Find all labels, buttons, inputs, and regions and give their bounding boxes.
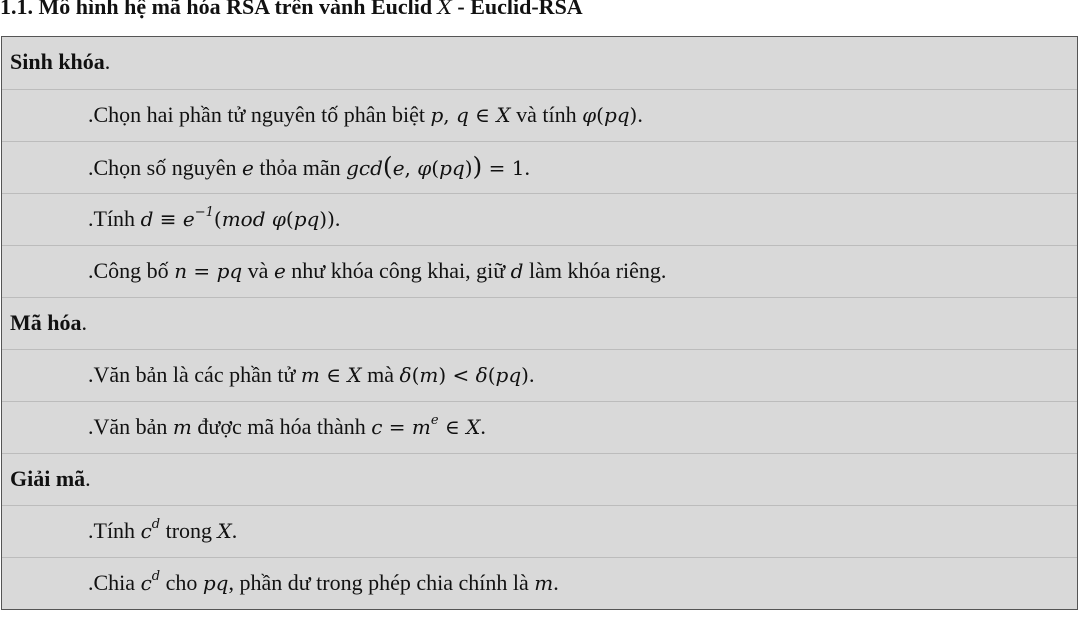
exp-inverse: −1 — [194, 205, 214, 220]
var-varphi: φ — [271, 207, 286, 231]
var-X: X — [496, 103, 511, 127]
mod-op: mod — [221, 207, 272, 231]
keygen-step1-text-b: và tính — [510, 102, 583, 127]
var-X: X — [347, 363, 362, 387]
encrypt-step2-text-a: .Văn bản — [88, 414, 173, 439]
equals: = — [482, 156, 512, 180]
var-e: e — [182, 207, 195, 231]
big-lparen: ( — [382, 152, 393, 181]
keygen-step2-text-b: thỏa mãn — [253, 155, 347, 180]
decrypt-step1-text-b: trong — [160, 518, 218, 543]
var-pq: pq — [202, 571, 229, 595]
var-pq: pq — [495, 363, 522, 387]
comma: , — [443, 103, 457, 127]
keygen-step-3 — [2, 193, 1077, 245]
var-delta: δ — [475, 363, 488, 387]
var-d: d — [140, 207, 154, 231]
keygen-step4-text-b: và — [242, 258, 274, 283]
encrypt-step-2 — [2, 401, 1077, 453]
var-X: X — [217, 519, 232, 543]
keygen-step-2 — [2, 141, 1077, 193]
keygen-step3-text-a: .Tính — [88, 206, 141, 231]
keygen-step-4 — [2, 245, 1077, 297]
rparen: ) — [327, 207, 335, 231]
var-d: d — [510, 259, 524, 283]
var-c: c — [140, 519, 152, 543]
encrypt-step1-text-b: mà — [361, 362, 400, 387]
period: . — [334, 206, 341, 231]
less-than: < — [446, 363, 476, 387]
encrypt-step-1 — [2, 349, 1077, 401]
var-m: m — [411, 415, 431, 439]
exp-e: e — [430, 413, 439, 428]
var-varphi: φ — [582, 103, 597, 127]
encrypt-step1-text-a: .Văn bản là các phần tử — [88, 362, 301, 387]
gcd-fn: gcd — [346, 156, 383, 180]
decrypt-title: Giải mã — [10, 466, 86, 491]
encrypt-step2-text-b: được mã hóa thành — [191, 414, 372, 439]
rparen: ) — [521, 363, 529, 387]
section-keygen — [2, 37, 1077, 89]
title-prefix: 1.1. Mô hình hệ mã hóa RSA trên vành Euclid — [0, 0, 438, 19]
period: . — [637, 102, 643, 127]
rparen: ) — [464, 156, 473, 180]
page-title — [0, 0, 1080, 22]
period: . — [553, 570, 559, 595]
lparen: ( — [596, 103, 604, 127]
lparen: ( — [487, 363, 496, 387]
encrypt-title: Mã hóa — [10, 310, 82, 335]
var-c: c — [140, 571, 152, 595]
var-delta: δ — [399, 363, 412, 387]
element-of: ∈ — [319, 363, 348, 387]
title-suffix: - Euclid-RSA — [451, 0, 583, 19]
var-varphi: φ — [417, 156, 432, 180]
decrypt-step2-text-b: cho — [160, 570, 203, 595]
period: . — [480, 414, 486, 439]
section-encrypt — [2, 297, 1077, 349]
title-var: X — [437, 0, 452, 19]
decrypt-step-1 — [2, 505, 1077, 557]
period: . — [524, 155, 530, 180]
rparen: ) — [319, 207, 328, 231]
var-pq: pq — [293, 207, 320, 231]
comma: , — [404, 156, 418, 180]
keygen-step2-text-a: .Chọn số nguyên — [88, 155, 242, 180]
keygen-title-period: . — [104, 49, 111, 74]
period: . — [528, 362, 535, 387]
lparen: ( — [285, 207, 294, 231]
var-q: q — [456, 103, 469, 127]
keygen-step-1 — [2, 89, 1077, 141]
exp-d: d — [151, 569, 161, 584]
rparen: ) — [438, 363, 447, 387]
period: . — [231, 518, 238, 543]
keygen-step1-text-a: .Chọn hai phần tử nguyên tố phân biệt — [88, 102, 431, 127]
var-e: e — [242, 156, 254, 180]
element-of: ∈ — [438, 415, 467, 439]
decrypt-step2-text-a: .Chia — [88, 570, 141, 595]
lparen: ( — [213, 207, 222, 231]
decrypt-title-period: . — [85, 466, 91, 491]
equals: = — [187, 259, 217, 283]
lparen: ( — [431, 156, 440, 180]
var-e: e — [273, 259, 286, 283]
var-n: n — [174, 259, 188, 283]
section-decrypt — [2, 453, 1077, 505]
var-pq: pq — [216, 259, 243, 283]
var-pq: pq — [439, 156, 465, 180]
decrypt-step-2 — [2, 557, 1077, 609]
var-X: X — [466, 415, 481, 439]
number-one: 1 — [511, 156, 525, 180]
exp-d: d — [151, 517, 161, 532]
decrypt-step2-text-c: , phần dư trong phép chia chính là — [228, 570, 535, 595]
var-m: m — [419, 363, 439, 387]
var-c: c — [371, 415, 383, 439]
lparen: ( — [411, 363, 420, 387]
keygen-step4-text-d: làm khóa riêng. — [523, 258, 667, 283]
var-pq: pq — [603, 103, 630, 127]
var-p: p — [430, 103, 444, 127]
rparen: ) — [629, 103, 638, 127]
element-of: ∈ — [468, 103, 497, 127]
keygen-step4-text-a: .Công bố — [88, 258, 175, 283]
big-rparen: ) — [472, 152, 483, 181]
keygen-title: Sinh khóa — [10, 49, 105, 74]
var-m: m — [172, 415, 192, 439]
var-e: e — [392, 156, 405, 180]
encrypt-title-period: . — [81, 310, 87, 335]
var-m: m — [534, 571, 554, 595]
decrypt-step1-text-a: .Tính — [88, 518, 141, 543]
var-m: m — [300, 363, 320, 387]
keygen-step4-text-c: như khóa công khai, giữ — [285, 258, 511, 283]
equals: = — [382, 415, 412, 439]
equiv: ≡ — [153, 207, 183, 231]
algorithm-box — [1, 36, 1078, 610]
